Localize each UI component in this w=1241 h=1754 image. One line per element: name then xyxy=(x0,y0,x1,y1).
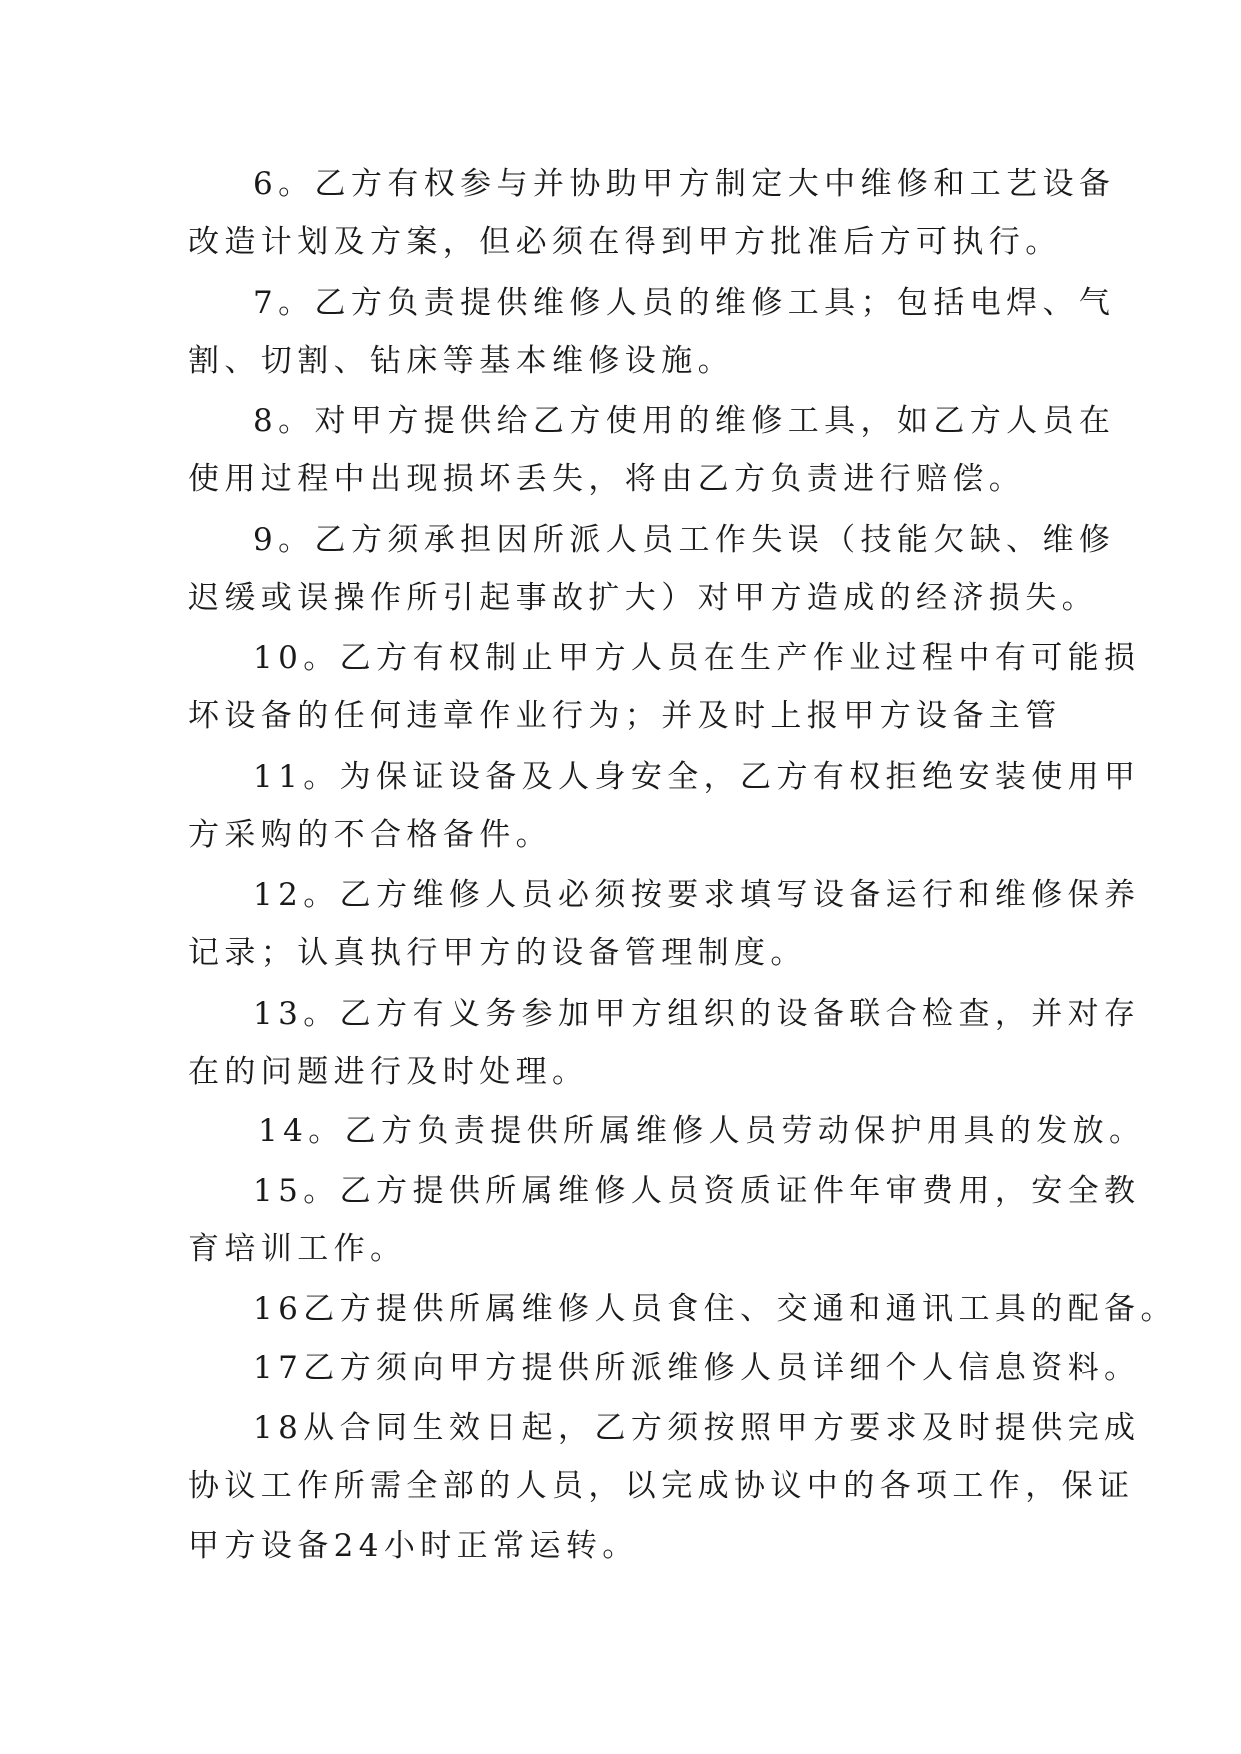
text-line: 18从合同生效日起，乙方须按照甲方要求及时提供完成 xyxy=(253,1410,1141,1446)
text-line: 16乙方提供所属维修人员食住、交通和通讯工具的配备。 xyxy=(253,1291,1177,1327)
text-line: 改造计划及方案，但必须在得到甲方批准后方可执行。 xyxy=(188,224,1062,260)
text-line: 协议工作所需全部的人员，以完成协议中的各项工作，保证 xyxy=(188,1468,1135,1504)
text-line: 13。乙方有义务参加甲方组织的设备联合检查，并对存 xyxy=(253,996,1141,1032)
text-line: 记录；认真执行甲方的设备管理制度。 xyxy=(188,935,807,971)
text-line: 10。乙方有权制止甲方人员在生产作业过程中有可能损 xyxy=(253,640,1141,676)
text-line: 迟缓或误操作所引起事故扩大）对甲方造成的经济损失。 xyxy=(188,580,1098,616)
text-line: 割、切割、钻床等基本维修设施。 xyxy=(188,343,734,379)
text-line: 9。乙方须承担因所派人员工作失误（技能欠缺、维修 xyxy=(253,522,1116,558)
text-line: 方采购的不合格备件。 xyxy=(188,817,552,853)
text-line: 15。乙方提供所属维修人员资质证件年审费用，安全教 xyxy=(253,1173,1141,1209)
text-line: 17乙方须向甲方提供所派维修人员详细个人信息资料。 xyxy=(253,1350,1141,1386)
text-line: 12。乙方维修人员必须按要求填写设备运行和维修保养 xyxy=(253,877,1141,913)
text-line: 7。乙方负责提供维修人员的维修工具；包括电焊、气 xyxy=(253,285,1116,321)
text-line: 11。为保证设备及人身安全，乙方有权拒绝安装使用甲 xyxy=(253,759,1141,795)
text-line: 甲方设备24小时正常运转。 xyxy=(188,1528,639,1564)
text-line: 坏设备的任何违章作业行为；并及时上报甲方设备主管 xyxy=(188,698,1062,734)
text-line: 6。乙方有权参与并协助甲方制定大中维修和工艺设备 xyxy=(253,166,1116,202)
text-line: 使用过程中出现损坏丢失，将由乙方负责进行赔偿。 xyxy=(188,461,1026,497)
text-line: 14。乙方负责提供所属维修人员劳动保护用具的发放。 xyxy=(258,1113,1146,1149)
text-line: 在的问题进行及时处理。 xyxy=(188,1054,589,1090)
text-line: 育培训工作。 xyxy=(188,1231,407,1267)
text-line: 8。对甲方提供给乙方使用的维修工具，如乙方人员在 xyxy=(253,403,1116,439)
